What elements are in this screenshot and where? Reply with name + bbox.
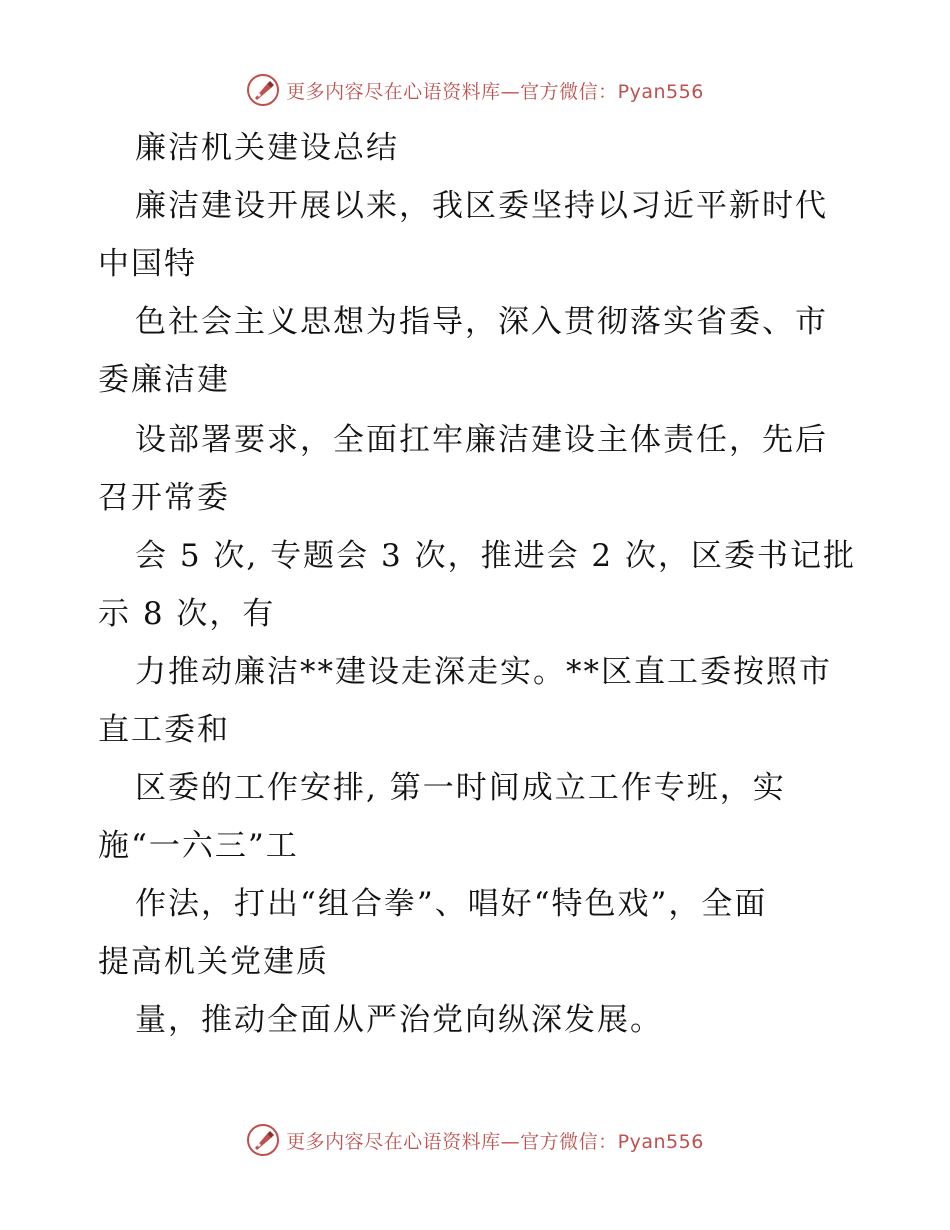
text-line: 委廉洁建 (98, 362, 230, 398)
pen-nib-logo-icon (246, 73, 280, 107)
footer-banner-text: 更多内容尽在心语资料库—官方微信：Pyan556 (286, 1130, 704, 1153)
text-line: 廉洁建设开展以来，我区委坚持以习近平新时代 (135, 188, 828, 224)
document-title: 廉洁机关建设总结 (135, 130, 399, 166)
header-banner (0, 70, 950, 110)
footer-banner (0, 1120, 950, 1160)
text-line: 会 5 次, 专题会 3 次，推进会 2 次，区委书记批 (135, 538, 856, 574)
text-line: 量，推动全面从严治党向纵深发展。 (135, 1002, 663, 1038)
text-line: 设部署要求，全面扛牢廉洁建设主体责任，先后 (135, 422, 828, 458)
text-line: 示 8 次，有 (98, 596, 276, 632)
text-line: 作法，打出“组合拳”、唱好“特色戏”，全面 (135, 886, 768, 922)
text-line: 直工委和 (98, 712, 230, 748)
header-banner-text: 更多内容尽在心语资料库—官方微信：Pyan556 (286, 80, 704, 103)
text-line: 色社会主义思想为指导，深入贯彻落实省委、市 (135, 304, 828, 340)
text-line: 召开常委 (98, 480, 230, 516)
text-line: 中国特 (98, 246, 197, 282)
text-line: 提高机关党建质 (98, 944, 329, 980)
text-line: 力推动廉洁**建设走深走实。**区直工委按照市 (135, 654, 832, 690)
pen-nib-logo-icon (246, 1123, 280, 1157)
text-line: 施“一六三”工 (98, 828, 299, 864)
text-line: 区委的工作安排, 第一时间成立工作专班，实 (135, 770, 786, 806)
